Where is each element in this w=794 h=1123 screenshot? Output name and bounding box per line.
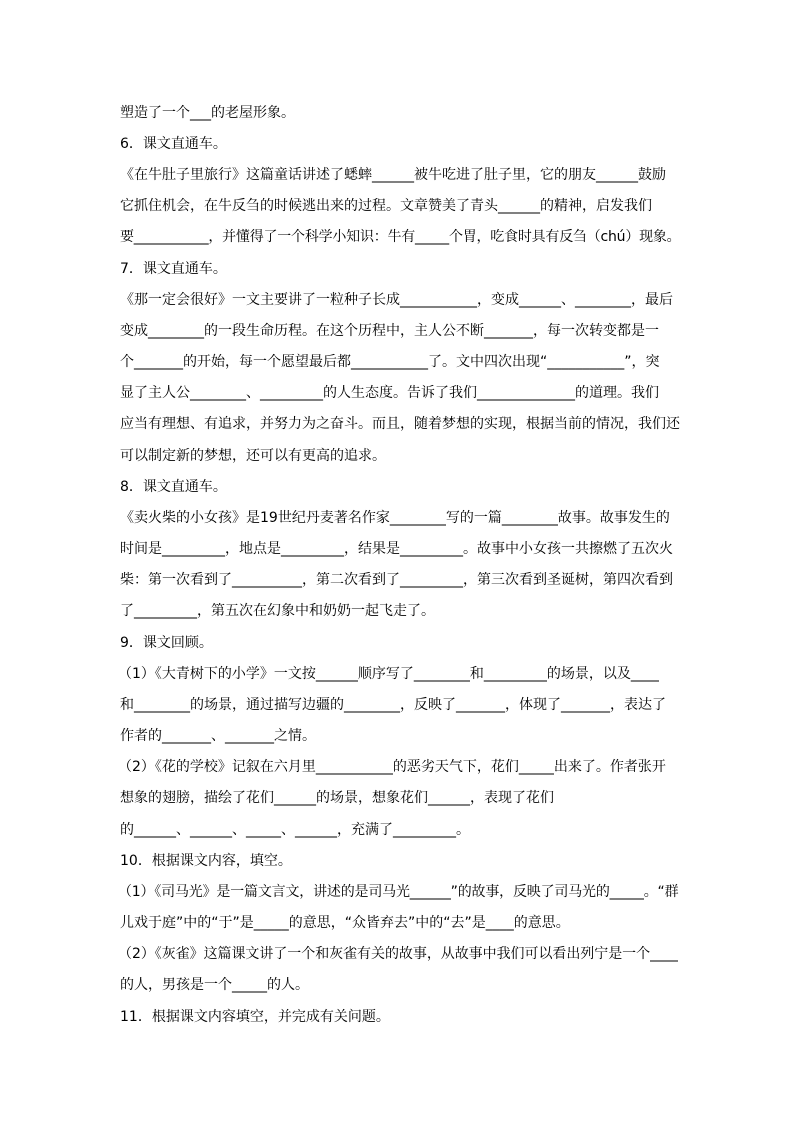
text-line: 了_________，第五次在幻象中和奶奶一起飞走了。 [120,603,435,619]
text-line: 儿戏于庭”中的“于”是_____的意思，“众皆弃去”中的“去”是____的意思。 [120,915,570,931]
text-line: 可以制定新的梦想，还可以有更高的追求。 [120,448,386,464]
text-line: 要___________，并懂得了一个科学小知识：牛有_____个胃，吃食时具有反刍（chú）现象。 [120,229,681,245]
text-line: （1）《大青树下的小学》一文按______顺序写了________和_________的场景，以及____ [118,666,659,682]
text-line: 《那一定会很好》一文主要讲了一粒种子长成___________，变成______、________，最后 [120,292,673,308]
text-line: 应当有理想、有追求，并努力为之奋斗。而且，随着梦想的实现，根据当前的情况，我们还 [120,416,680,432]
text-line: （2）《花的学校》记叙在六月里___________的恶劣天气下，花们_____出来了。作者张开 [118,759,666,775]
text-line: （1）《司马光》是一篇文言文，讲述的是司马光______”的故事，反映了司马光的_____。“群 [118,884,679,900]
text-line: 它抓住机会，在牛反刍的时候逃出来的过程。文章赞美了青头______的精神，启发我们 [120,198,652,214]
text-line: 的人，男孩是一个_____的人。 [120,977,309,993]
section-heading-6: 6．课文直通车。 [120,136,227,152]
text-line: 和________的场景，通过描写边疆的________，反映了_______，体现了_______，表达了 [120,697,666,713]
section-heading-9: 9．课文回顾。 [120,635,213,651]
section-heading-8: 8．课文直通车。 [120,479,227,495]
text-line: 《卖火柴的小女孩》是19世纪丹麦著名作家________写的一篇________故事。故事发生的 [120,510,670,526]
text-line: 塑造了一个___的老屋形象。 [120,105,295,121]
text-line: 的______、______、_____、______，充满了_________。 [120,822,470,838]
text-line: 时间是_________，地点是_________，结果是_________。故事中小女孩一共擦燃了五次火 [120,541,673,557]
text-line: （2）《灰雀》这篇课文讲了一个和灰雀有关的故事，从故事中我们可以看出列宁是一个____ [118,946,678,962]
text-line: 《在牛肚子里旅行》这篇童话讲述了蟋蟀______被牛吃进了肚子里，它的朋友______鼓励 [120,167,666,183]
section-heading-11: 11．根据课文内容填空，并完成有关问题。 [120,1009,390,1025]
text-line: 变成________的一段生命历程。在这个历程中，主人公不断_______，每一次转变都是一 [120,323,659,339]
text-line: 个_______的开始，每一个愿望最后都___________了。文中四次出现“___________”，突 [120,354,660,370]
text-line: 想象的翅膀，描绘了花们______的场景，想象花们______，表现了花们 [120,790,554,806]
section-heading-10: 10．根据课文内容，填空。 [120,853,292,869]
text-line: 作者的_______、_______之情。 [120,728,316,744]
section-heading-7: 7．课文直通车。 [120,261,227,277]
text-line: 显了主人公________、_________的人生态度。告诉了我们______________的道理。我们 [120,385,659,401]
text-line: 柴：第一次看到了__________，第二次看到了_________，第三次看到圣诞树，第四次看到 [120,572,673,588]
